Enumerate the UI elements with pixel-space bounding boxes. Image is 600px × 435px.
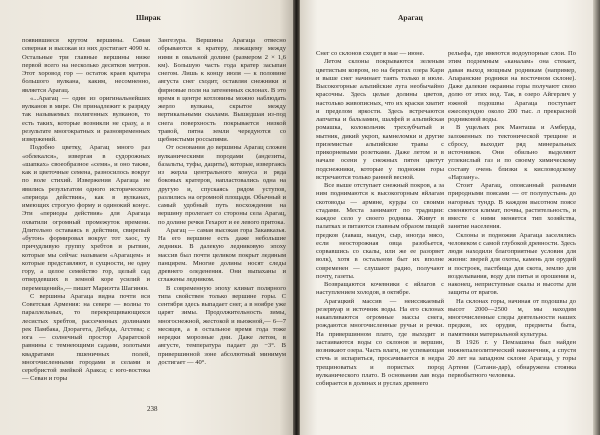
paragraph: Все выше отступает снежный покров, а за ним поднимаются к высокогорным яйлагам скотоводы — армяне, курды со своими стадами. Места занимают по традиции: каждое село у своего родника. Живут в палатках и питаются главным образом пищей предков (лаваш, мацун, сыр, иногда мясо, если неосторожная овца разобьется, сорвавшись со скалы, или же ее разорвет волк), хотя в остальном быт их вполне современен — слушают радио, получают почту, газеты. xyxy=(316,182,444,280)
paragraph: Летом склоны покрываются зеленым цветистым ковром, но на берегах озера Кари и выше снег начинает таять только в июле. Высокогорные альпийские луга необычайно красочны. Здесь целые долины цветов, настолько живописных, что их краски хватит и пределом яркости. Здесь встречаются лапчатка и бальзамин, шалфей и альпийская ромашка, колокольчик трехзубчатый и мытник, дикий укроп, камнеломки и другие приземистые альпийские травы с прикорневыми розетками. Даже летом и в начале осени у снежных пятен цветут подснежники, которые у подножия горы встречаются только ранней весной. xyxy=(316,58,444,181)
paragraph: Склоны и подножия Арагаца заселялись человеком с самой глубокой древности. Здесь люди находили благоприятные условия для жизни: зверей для охоты, камень для орудий и построек, пастбища для скота, землю для возделывания, воду для питья и орошения и, наконец, неприступные скалы и высоты для защиты от врагов. xyxy=(448,231,576,297)
right-page xyxy=(300,0,593,435)
paragraph: Стоит Арагац, опоясанный разными природными поясами — от полупустынь до нагорных тундр. В каждом высотном поясе сменяются климат, почвы, растительность, и вместе с ними меняется тип хозяйства, занятие населения. xyxy=(448,182,576,231)
paragraph: Арагацкий массив — неиссякаемый резервуар и источник воды. На его склонах накапливаются огромные массы снега, рождаются многочисленные ручьи и речки. На привершинном плато, где выходит и застаиваются воды со склонов и вершин, возникают озера. Часть влаги, не успевающая стечь и испариться, просачивается в недра трещиноватых и пористых пород вулканического плато. В основании лав вода собирается в долинах и руслах древнего xyxy=(316,297,445,387)
running-header-right: Арагац xyxy=(398,13,423,22)
paragraph: В ущельях рек Манташа и Амберда, заложенных по тектонической трещине и сбросу, выходит ряд минеральных источников. Они обильно выделяют углекислый газ и по своему химическому составу очень близки к кисловодскому «Нарзану». xyxy=(448,124,576,181)
paragraph: С вершины Арагаца видна почти вся Советская Армения: на севере — волны то параллельных, то перекрещивающихся лесистых хребтов, рассеченных долинами рек Памбака, Дзорагета, Дебеда, Агстева; с юга — солнечный простор Араратской равнины с темнеющими садами, золотыми квадратами пшеничных полей, многочисленными городами и селами и серебристой змейкой Аракса; с юго-востока — Севан и горы xyxy=(22,292,150,383)
paragraph: «...Арагац — один из оригинальнейших вулканов в мире. Он принадлежит к разряду так называемых полигенных вулканов, то есть таких, которые возникли не сразу, а в результате многократных и разновременных извержений. xyxy=(22,94,150,143)
right-page-column-1 xyxy=(316,50,445,387)
paragraph: Зангезура. Вершины Арагаца отвесно обрываются к кратеру, лежащему между ними в овальной долине (размером 2 × 1,6 км). Большую часть года кратер засыпан снегом. Лишь к концу июля — к половине августа снег сходит, оставляя снежники и фирновые поля на затененных склонах. В это время в центре котловины можно наблюдать жерло вулкана, скрытое между вертикальными скалами. Вышедшая из-под снега поверхность покрывается низкой травой, пятна земли чередуются со щебнистыми россыпями. xyxy=(158,37,286,143)
paragraph: От основания до вершины Арагац сложен вулканическими породами (андезиты, базальты, туфы, дациты), которые, извергаясь из жерла центрального конуса и ряда боковых кратеров, напластовались одна на другую и, спускаясь рядом уступов, разлились на огромной площади. Обычный и самый удобный путь восхождения на вершину пролегает со стороны села Арагац, по долине речки Гехарот и ее левого притока. xyxy=(158,144,286,226)
paragraph: Снег со склонов сходит в мае — июне. xyxy=(316,50,425,57)
paragraph: В современную эпоху климат полярного типа свойствен только вершине горы. С сентября здесь выпадает снег, а в ноябре уже царят зимы. Продолжительность зимы, многоснежной, жестокой и вьюжной,— 6—7 месяцев, а в остальное время года тоже нередки морозные дни. Даже летом, в августе, температура падает до −3°. В привершинной зоне абсолютный минимум достигает — 40°. xyxy=(158,284,286,366)
paragraph: рельефа, где имеются водоупорные слои. По этим подземным «каналам» она стекает, давая выход мощным родникам (например, Апаранские родники на восточном склоне). Даже далекие окраины горы получают свою долю от этих вод. Так, в озеро Айгерлич у южной подошвы Арагаца поступает ежесекундно около 200 тыс. л прекрасной родниковой воды. xyxy=(448,50,576,123)
left-page xyxy=(0,0,294,435)
paragraph: На склонах горы, начиная от подошвы до высот 2000—2500 м, мы находим многочисленные следы деятельности наших предков, их орудия, предметы быта, памятники материальной культуры. xyxy=(448,297,576,338)
running-header-left: Ширак xyxy=(136,13,161,22)
left-page-column-2 xyxy=(158,37,286,395)
paragraph: Подобно цветку, Арагац много раз «облекался», извергая в судорожных «шапках» своеобразное «семя», и оно также, как и цветочные семена, разносилось вокруг по воле стихий. Извержения Арагаца не явились результатом одного исторического «периода действия», как в вулканах, имеющих строгую форму и одинокий конус. Эти «периоды действия» для Арагаца охватили огромный промежуток времени. Длительно оставаясь в действии, свирепый «бутон» формировал вокруг тот хаос, ту причудливую группу хребтов и рытвин, которые мы сейчас называем «Арагацем» и которые представляют, в сущности, не одну гору, а целое семейство гор, целый сад отвердевших в земной коре усилий и перемещений»,— пишет Мариэтта Шагинян. xyxy=(22,144,150,292)
right-page-column-2 xyxy=(448,50,576,379)
left-page-column-1 xyxy=(22,37,150,395)
page-number: 238 xyxy=(147,405,158,413)
page-edge xyxy=(593,0,600,435)
paragraph: В 1926 г. у Пемзашена был найден нижнепалеолитический наконечник, а спустя 20 лет на западном склоне Арагаца, у горы Артени (Сатани-дар), обнаружена стоянка первобытного человека. xyxy=(448,338,576,379)
paragraph: Арагац — самая высокая гора Закавказья. На его вершине есть даже небольшие ледники. В далекую ледниковую эпоху массив был почти целиком покрыт ледяным панцирем. Многие долины носят следы древнего оледенения. Они выпаханы и сглажены ледником. xyxy=(158,226,286,284)
paragraph: Возвращаются кочевники с яйлагов с наступлением холодов, в октябре. xyxy=(316,281,444,297)
paragraph: появившиеся крутом вершины. Самая северная и высокая из них достигает 4090 м. Остальные три главные вершины ниже первой всего на несколько десятков метров. Этот хоровод гор — остаток краев кратера большого вулкана, каким, несомненно, является Арагац. xyxy=(22,37,150,94)
